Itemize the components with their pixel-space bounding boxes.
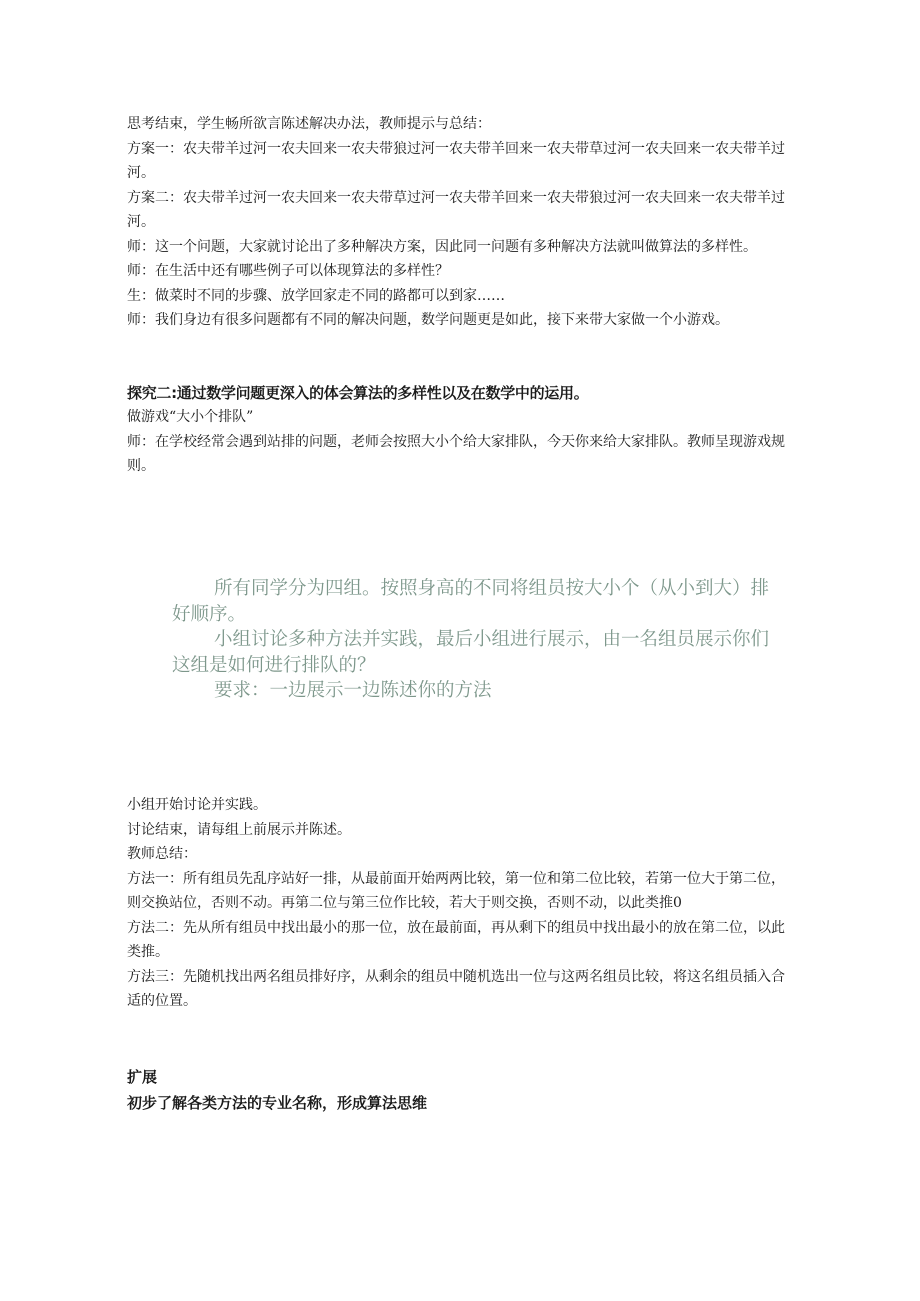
paragraph-method-two: 方法二：先从所有组员中找出最小的那一位，放在最前面，再从剩下的组员中找出最小的放在第二位，以此类推。 — [127, 919, 785, 960]
paragraph-method-three: 方法三：先随机找出两名组员排好序，从剩余的组员中随机选出一位与这两名组员比较，将这名组员插入合适的位置。 — [127, 968, 785, 1009]
game-rules-box — [172, 576, 787, 704]
paragraph: 思考结束，学生畅所欲言陈述解决办法，教师提示与总结： — [127, 116, 491, 132]
paragraph: 讨论结束，请每组上前展示并陈述。 — [127, 821, 351, 838]
paragraph: 师：我们身边有很多问题都有不同的解决问题，数学问题更是如此，接下来带大家做一个小游戏。 — [127, 312, 729, 328]
paragraph: 教师总结： — [127, 846, 197, 862]
extension-subtitle: 初步了解各类方法的专业名称，形成算法思维 — [127, 1094, 428, 1112]
paragraph: 师：这一个问题，大家就讨论出了多种解决方案，因此同一问题有多种解决方法就叫做算法的多样性。 — [127, 238, 757, 255]
rules-line: 要求：一边展示一边陈述你的方法 — [214, 680, 492, 701]
paragraph: 师：在生活中还有哪些例子可以体现算法的多样性？ — [127, 263, 449, 279]
paragraph: 小组开始讨论并实践。 — [127, 797, 267, 813]
discussion-summary-section — [127, 112, 787, 333]
section-heading: 探究二:通过数学问题更深入的体会算法的多样性以及在数学中的运用。 — [127, 384, 589, 402]
paragraph-plan-one: 方案一：农夫带羊过河一农夫回来一农夫带狼过河一农夫带羊回来一农夫带草过河一农夫回来一农夫带羊过河。 — [127, 140, 785, 181]
extension-title: 扩展 — [127, 1068, 158, 1086]
exploration-two-section — [127, 381, 787, 479]
paragraph: 生：做菜时不同的步骤、放学回家走不同的路都可以到家…… — [127, 287, 505, 304]
extension-section — [127, 1064, 787, 1116]
rules-line: 所有同学分为四组。按照身高的不同将组员按大小个（从小到大）排好顺序。 — [172, 578, 770, 625]
rules-line: 小组讨论多种方法并实践，最后小组进行展示，由一名组员展示你们这组是如何进行排队的？ — [172, 629, 770, 676]
paragraph: 师：在学校经常会遇到站排的问题，老师会按照大小个给大家排队，今天你来给大家排队。教师呈现游戏规则。 — [127, 433, 785, 474]
teacher-summary-section — [127, 793, 787, 1014]
paragraph-method-one: 方法一：所有组员先乱序站好一排，从最前面开始两两比较，第一位和第二位比较，若第一位大于第二位，则交换站位，否则不动。再第二位与第三位作比较，若大于则交换，否则不动，以此类推0 — [127, 870, 785, 911]
paragraph-plan-two: 方案二：农夫带羊过河一农夫回来一农夫带草过河一农夫带羊回来一农夫带狼过河一农夫回来一农夫带羊过河。 — [127, 189, 785, 230]
paragraph: 做游戏“大小个排队” — [127, 409, 254, 425]
